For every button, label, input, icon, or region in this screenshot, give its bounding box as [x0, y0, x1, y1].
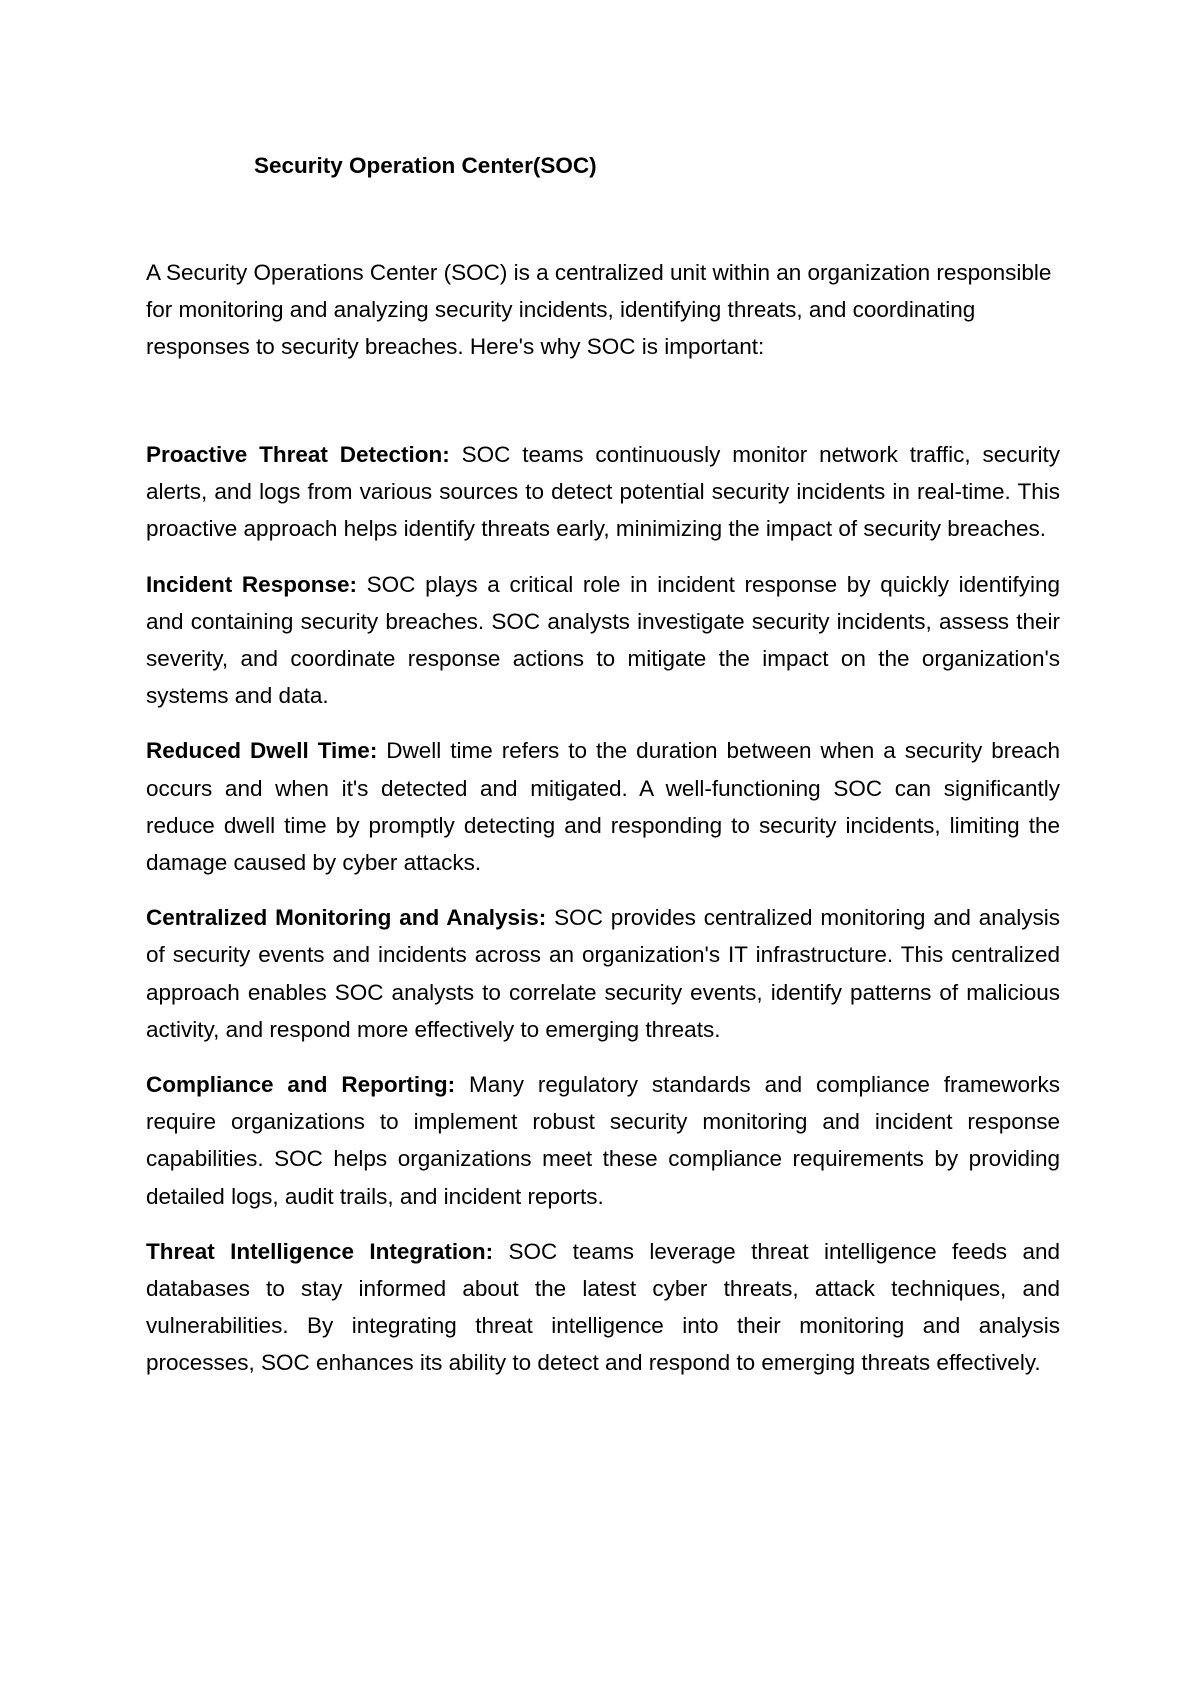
item-text: SOC plays a critical role in incident response by quickly identifying and containing security breaches. SOC analysts investigate security incidents, assess their severity, and coordinate response actions to mitigate the impact on the organization's systems and data.: [146, 571, 1060, 709]
item-text: SOC teams continuously monitor network traffic, security alerts, and logs from various sources to detect potential security incidents in real-time. This proactive approach helps identify threats early, minimizing the impact of security breaches.: [146, 442, 1060, 542]
item-centralized-monitoring: [146, 899, 1060, 1048]
item-proactive-threat-detection: [146, 436, 1060, 548]
item-compliance-reporting: [146, 1066, 1060, 1215]
item-incident-response: [146, 566, 1060, 715]
item-heading: Reduced Dwell Time:: [146, 738, 378, 764]
intro-paragraph: A Security Operations Center (SOC) is a centralized unit within an organization responsible for monitoring and analyzing security incidents, identifying threats, and coordinating responses to security breaches. Here's why SOC is important:: [146, 260, 1052, 360]
item-heading: Incident Response:: [146, 571, 357, 597]
document-title: Security Operation Center(SOC): [254, 153, 597, 178]
item-heading: Proactive Threat Detection:: [146, 442, 450, 467]
item-text: Dwell time refers to the duration between when a security breach occurs and when it's detected and mitigated. A well-functioning SOC can significantly reduce dwell time by promptly detecting and responding to security incidents, limiting the damage caused by cyber attacks.: [146, 738, 1060, 876]
items-list: [146, 436, 1060, 1382]
item-heading: Centralized Monitoring and Analysis:: [146, 905, 547, 931]
item-text: SOC teams leverage threat intelligence feeds and databases to stay informed about the latest cyber threats, attack techniques, and vulnerabilities. By integrating threat intelligence into their monitoring and analysis processes, SOC enhances its ability to detect and respond to emerging threats effectively.: [146, 1238, 1060, 1376]
item-heading: Compliance and Reporting:: [146, 1072, 456, 1098]
item-text: Many regulatory standards and compliance frameworks require organizations to implement robust security monitoring and incident response capabilities. SOC helps organizations meet these compliance requirements by providing detailed logs, audit trails, and incident reports.: [146, 1072, 1060, 1209]
item-reduced-dwell-time: [146, 732, 1060, 881]
item-heading: Threat Intelligence Integration:: [146, 1238, 494, 1264]
item-threat-intelligence: [146, 1233, 1060, 1382]
item-text: SOC provides centralized monitoring and analysis of security events and incidents across an organization's IT infrastructure. This centralized approach enables SOC analysts to correlate security events, identify patterns of malicious activity, and respond more effectively to emerging threats.: [146, 905, 1061, 1042]
